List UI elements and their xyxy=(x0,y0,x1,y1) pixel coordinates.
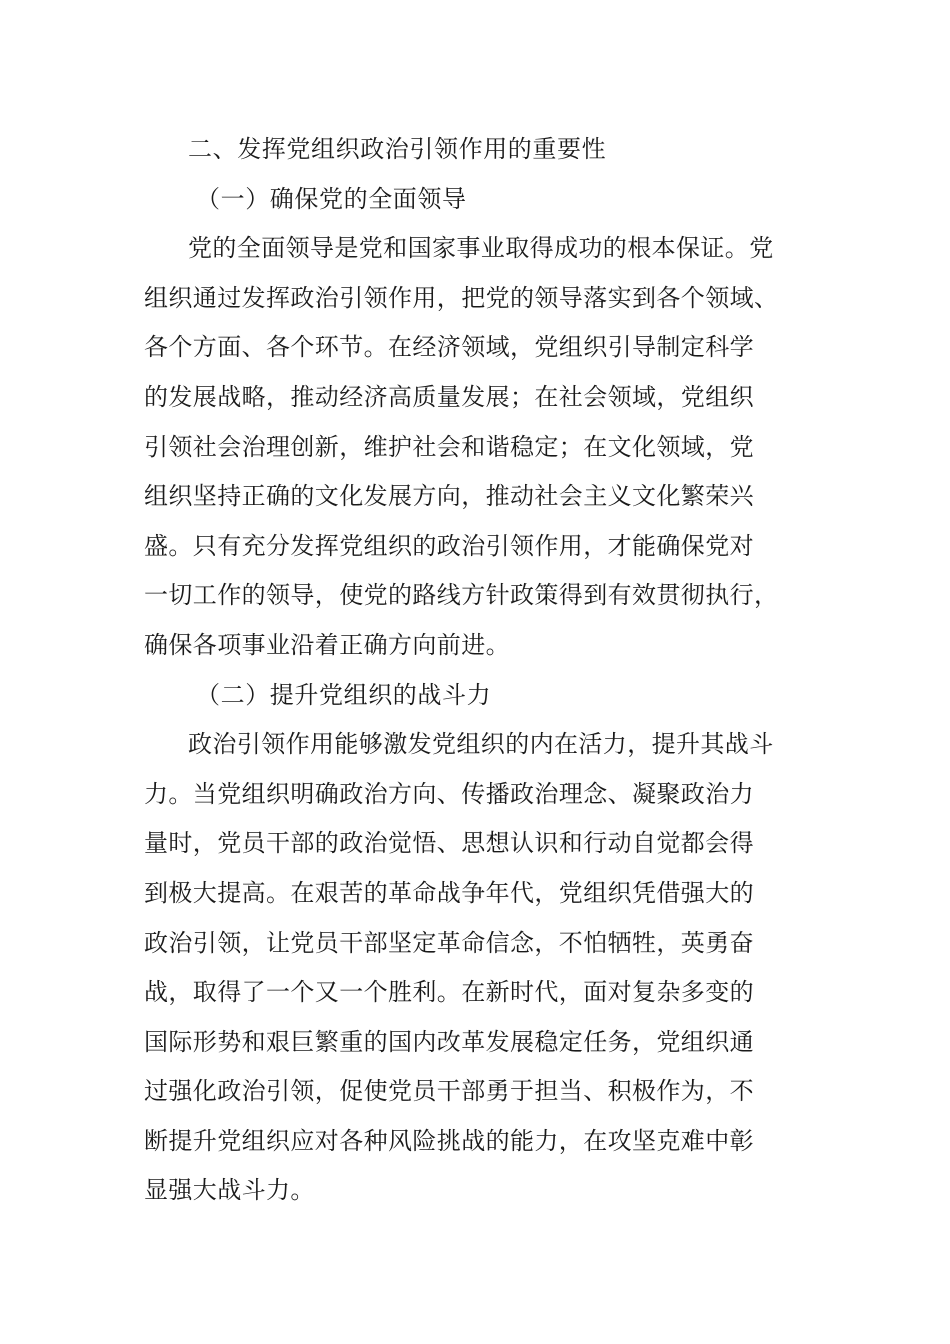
document-body xyxy=(144,125,804,1216)
paragraph-line: 引领社会治理创新，维护社会和谐稳定；在文化领域，党 xyxy=(144,432,754,461)
paragraph-line: 力。当党组织明确政治方向、传播政治理念、凝聚政治力 xyxy=(144,779,754,808)
paragraph-line: 组织坚持正确的文化发展方向，推动社会主义文化繁荣兴 xyxy=(144,482,754,511)
paragraph-line: 断提升党组织应对各种风险挑战的能力，在攻坚克难中彰 xyxy=(144,1126,754,1155)
paragraph-line: 各个方面、各个环节。在经济领域，党组织引导制定科学 xyxy=(144,333,754,362)
paragraph-line: 量时，党员干部的政治觉悟、思想认识和行动自觉都会得 xyxy=(144,829,754,858)
paragraph-line: 政治引领，让党员干部坚定革命信念，不怕牺牲，英勇奋 xyxy=(144,928,754,957)
section-heading: 二、发挥党组织政治引领作用的重要性 xyxy=(188,135,607,163)
paragraph-line: 党的全面领导是党和国家事业取得成功的根本保证。党 xyxy=(188,234,774,263)
subsection-2-heading: （二）提升党组织的战斗力 xyxy=(196,680,492,709)
paragraph-line: 到极大提高。在艰苦的革命战争年代，党组织凭借强大的 xyxy=(144,878,754,907)
paragraph-line: 的发展战略，推动经济高质量发展；在社会领域，党组织 xyxy=(144,382,754,411)
subsection-1-paragraph xyxy=(144,224,804,670)
paragraph-line: 国际形势和艰巨繁重的国内改革发展稳定任务，党组织通 xyxy=(144,1027,754,1056)
paragraph-line: 战，取得了一个又一个胜利。在新时代，面对复杂多变的 xyxy=(144,978,754,1007)
paragraph-line: 一切工作的领导，使党的路线方针政策得到有效贯彻执行， xyxy=(144,581,779,610)
paragraph-line: 盛。只有充分发挥党组织的政治引领作用，才能确保党对 xyxy=(144,531,754,560)
subsection-2-paragraph xyxy=(144,720,804,1216)
paragraph-line: 过强化政治引领，促使党员干部勇于担当、积极作为，不 xyxy=(144,1077,754,1106)
paragraph-line: 组织通过发挥政治引领作用，把党的领导落实到各个领域、 xyxy=(144,283,779,312)
paragraph-line: 政治引领作用能够激发党组织的内在活力，提升其战斗 xyxy=(188,730,774,759)
paragraph-line: 确保各项事业沿着正确方向前进。 xyxy=(144,630,510,659)
subsection-1-heading: （一）确保党的全面领导 xyxy=(196,184,467,213)
paragraph-line: 显强大战斗力。 xyxy=(144,1176,315,1205)
